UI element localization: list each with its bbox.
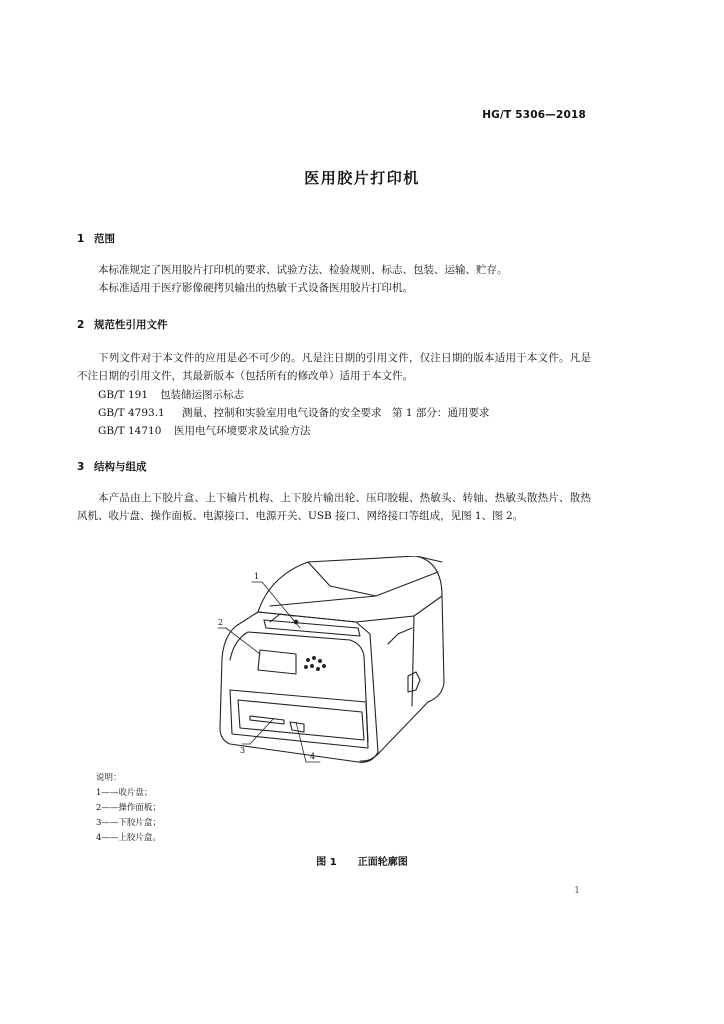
printer-front-outline-figure (200, 556, 660, 768)
reference-code: GB/T 191 (98, 389, 149, 401)
figure-legend (96, 771, 161, 846)
legend-title: 说明： (96, 773, 122, 783)
reference-item (98, 405, 489, 420)
page-number: 1 (574, 886, 580, 896)
paragraph: 下列文件对于本文件的应用是必不可少的。凡是注日期的引用文件，仅注日期的版本适用于本文件。凡是不注日期的引用文件，其最新版本（包括所有的修改单）适用于本文件。 (77, 352, 591, 382)
section-number: 3 (77, 461, 85, 473)
document-title: 医用胶片打印机 (304, 169, 420, 187)
section-heading-scope (77, 231, 115, 246)
standard-code: HG/T 5306—2018 (482, 109, 586, 121)
figure-caption (0, 853, 724, 868)
legend-item: 1——收片盘； (96, 788, 153, 798)
legend-item: 4——上胶片盒。 (96, 833, 161, 843)
callout-label-2: 2 (218, 618, 224, 627)
paragraph: 本标准适用于医疗影像硬拷贝输出的热敏干式设备医用胶片打印机。 (98, 282, 413, 294)
reference-item (98, 387, 244, 402)
reference-title: 医用电气环境要求及试验方法 (174, 425, 311, 437)
section-title: 结构与组成 (94, 461, 147, 473)
section-title: 范围 (94, 233, 115, 245)
legend-item: 2——操作面板； (96, 803, 161, 813)
reference-item (98, 423, 311, 438)
paragraph: 本产品由上下胶片盒、上下输片机构、上下胶片输出轮、压印胶辊、热敏头、转轴、热敏头散热片、散热风机、收片盘、操作面板、电源接口、电源开关、USB 接口、网络接口等组成，见图 1、图 2。 (77, 492, 591, 522)
callout-leaders (218, 582, 320, 762)
legend-item: 3——下胶片盒； (96, 818, 161, 828)
paragraph: 本标准规定了医用胶片打印机的要求、试验方法、检验规则、标志、包装、运输、贮存。 (98, 264, 508, 276)
figure-caption-number: 图 1 (316, 857, 337, 868)
section-heading-normative-references (77, 317, 168, 332)
printer-drawing (220, 556, 444, 762)
callout-label-4: 4 (310, 752, 316, 761)
section-title: 规范性引用文件 (94, 319, 168, 331)
section-number: 1 (77, 233, 85, 245)
callout-labels (218, 572, 315, 761)
figure-caption-text: 正面轮廓图 (357, 857, 408, 868)
reference-title: 测量、控制和实验室用电气设备的安全要求 第 1 部分：通用要求 (182, 407, 490, 419)
callout-label-3: 3 (240, 746, 246, 755)
callout-label-1: 1 (254, 572, 260, 581)
reference-title: 包装储运图示标志 (160, 389, 244, 401)
reference-code: GB/T 4793.1 (98, 407, 165, 419)
section-number: 2 (77, 319, 85, 331)
section-heading-structure (77, 459, 147, 474)
reference-code: GB/T 14710 (98, 425, 162, 437)
